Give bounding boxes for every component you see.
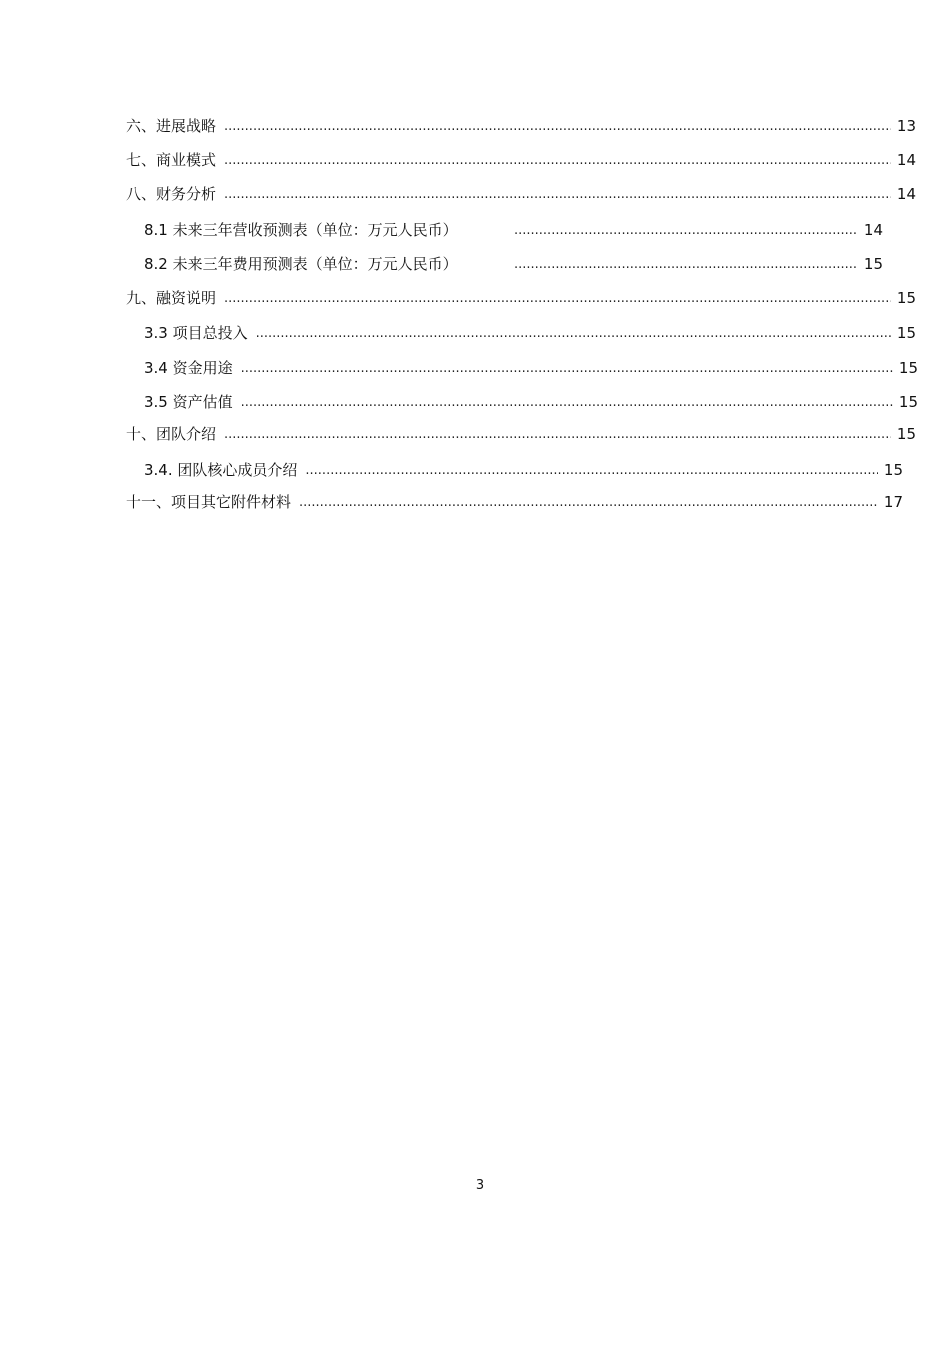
toc-leader-dots bbox=[224, 288, 891, 310]
toc-entry-page: 15 bbox=[863, 255, 883, 273]
toc-entry-shangye-moshi[interactable] bbox=[126, 149, 916, 171]
toc-entry-label: 3.5 资产估值 bbox=[144, 393, 233, 411]
toc-entry-page: 14 bbox=[896, 151, 916, 169]
toc-entry-label: 六、进展战略 bbox=[126, 117, 217, 135]
toc-entry-page: 15 bbox=[898, 359, 918, 377]
toc-entry-page: 15 bbox=[896, 425, 916, 443]
toc-entry-label: 八、财务分析 bbox=[126, 185, 217, 203]
toc-entry-label: 8.1 未来三年营收预测表（单位：万元人民币） bbox=[144, 221, 458, 239]
toc-leader-dots bbox=[299, 492, 878, 514]
toc-leader-dots bbox=[514, 254, 858, 276]
toc-leader-dots bbox=[224, 424, 891, 446]
toc-entry-page: 17 bbox=[883, 493, 903, 511]
toc-leader-dots bbox=[514, 220, 858, 242]
toc-entry-page: 14 bbox=[863, 221, 883, 239]
toc-entry-hexin-chengyuan[interactable] bbox=[144, 459, 903, 481]
toc-entry-label: 十一、项目其它附件材料 bbox=[126, 493, 292, 511]
page-number: 3 bbox=[475, 1178, 485, 1193]
toc-entry-page: 15 bbox=[883, 461, 903, 479]
toc-entry-label: 8.2 未来三年费用预测表（单位：万元人民币） bbox=[144, 255, 458, 273]
toc-entry-page: 15 bbox=[896, 289, 916, 307]
toc-entry-label: 3.4 资金用途 bbox=[144, 359, 233, 377]
toc-entry-fujian-cailiao[interactable] bbox=[126, 491, 903, 513]
toc-leader-dots bbox=[241, 358, 893, 380]
toc-entry-feiyong-yuce[interactable] bbox=[144, 253, 883, 275]
toc-entry-zijin-yongtu[interactable] bbox=[144, 357, 918, 379]
toc-entry-tuandui-jieshao[interactable] bbox=[126, 423, 916, 445]
toc-leader-dots bbox=[224, 184, 891, 206]
toc-entry-page: 15 bbox=[896, 324, 916, 342]
toc-leader-dots bbox=[224, 150, 891, 172]
toc-entry-page: 15 bbox=[898, 393, 918, 411]
toc-leader-dots bbox=[305, 460, 878, 482]
toc-entry-page: 13 bbox=[896, 117, 916, 135]
toc-entry-label: 3.3 项目总投入 bbox=[144, 324, 248, 342]
toc-entry-label: 九、融资说明 bbox=[126, 289, 217, 307]
toc-entry-caiwu-fenxi[interactable] bbox=[126, 183, 916, 205]
toc-entry-label: 十、团队介绍 bbox=[126, 425, 217, 443]
toc-entry-yingshou-yuce[interactable] bbox=[144, 219, 883, 241]
toc-entry-label: 3.4. 团队核心成员介绍 bbox=[144, 461, 298, 479]
toc-entry-zichan-guzhi[interactable] bbox=[144, 391, 918, 413]
toc-leader-dots bbox=[224, 116, 891, 138]
toc-entry-xiangmu-zongtouru[interactable] bbox=[144, 322, 916, 344]
toc-leader-dots bbox=[256, 323, 891, 345]
toc-leader-dots bbox=[241, 392, 893, 414]
toc-entry-rongzi-shuoming[interactable] bbox=[126, 287, 916, 309]
toc-entry-jinzhan-zhanlue[interactable] bbox=[126, 115, 916, 137]
toc-entry-label: 七、商业模式 bbox=[126, 151, 217, 169]
toc-entry-page: 14 bbox=[896, 185, 916, 203]
